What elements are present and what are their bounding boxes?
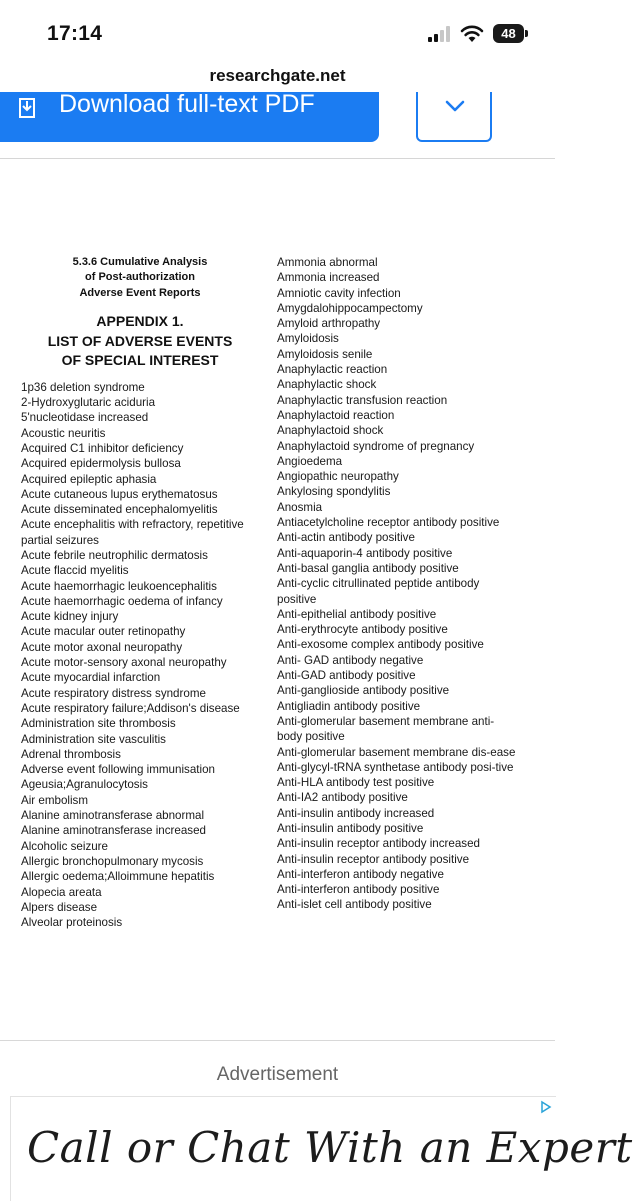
clock: 17:14: [47, 22, 103, 45]
adverse-event-item: Anti-interferon antibody positive: [277, 883, 440, 897]
adverse-event-item: Alopecia areata: [21, 885, 102, 899]
adverse-event-item: Anti-actin antibody positive: [277, 531, 415, 545]
adverse-event-item: Anaphylactoid shock: [277, 424, 384, 438]
battery-icon: 48: [493, 24, 524, 43]
section-heading-line: 5.3.6 Cumulative Analysis: [72, 256, 208, 268]
adverse-event-item: Alveolar proteinosis: [21, 916, 123, 930]
adverse-event-item: Anti-erythrocyte antibody positive: [277, 623, 448, 637]
download-icon: [18, 98, 36, 118]
adverse-event-item: Amyloid arthropathy: [277, 317, 381, 331]
appendix-title-line: OF SPECIAL INTEREST: [61, 352, 219, 369]
adverse-event-item: Alpers disease: [21, 900, 98, 914]
appendix-title-line: APPENDIX 1.: [96, 313, 184, 330]
adverse-event-item: Anti-ganglioside antibody positive: [277, 684, 450, 698]
advertisement-label: Advertisement: [216, 1064, 339, 1085]
adverse-event-list-right: [277, 255, 517, 913]
adverse-event-item: Alanine aminotransferase increased: [21, 824, 206, 838]
adverse-event-item: Alanine aminotransferase abnormal: [21, 809, 205, 823]
adverse-event-item: Anaphylactoid reaction: [277, 408, 395, 422]
section-heading: [21, 255, 259, 301]
adverse-event-item: Acute febrile neutrophilic dermatosis: [21, 548, 208, 562]
adverse-event-item: Antiacetylcholine receptor antibody positive: [277, 516, 500, 530]
adverse-event-item: Anti-glycyl-tRNA synthetase antibody posi-tive: [277, 760, 514, 774]
adverse-event-item: Ammonia increased: [277, 271, 380, 285]
adverse-event-item: Anti-epithelial antibody positive: [277, 607, 437, 621]
adverse-event-item: Anaphylactic reaction: [277, 363, 388, 377]
adverse-event-item: Acute kidney injury: [21, 610, 119, 624]
adverse-event-item: Anti-glomerular basement membrane anti-body positive: [277, 714, 495, 744]
adverse-event-item: Anti-insulin antibody increased: [277, 806, 435, 820]
appendix-title: [21, 312, 259, 371]
cellular-signal-icon: [428, 26, 454, 42]
adverse-event-item: Acute haemorrhagic leukoencephalitis: [21, 579, 217, 593]
adverse-event-item: Acute motor-sensory axonal neuropathy: [21, 656, 227, 670]
adverse-event-item: Anti-cyclic citrullinated peptide antibody positive: [277, 577, 480, 606]
adverse-event-item: Anaphylactic transfusion reaction: [277, 393, 448, 407]
adverse-event-item: Anti-exosome complex antibody positive: [277, 638, 484, 652]
adverse-event-item: Acute encephalitis with refractory, repetitive partial seizures: [21, 518, 244, 547]
adverse-event-item: Acute respiratory distress syndrome: [21, 686, 206, 700]
adverse-event-item: Ageusia;Agranulocytosis: [21, 778, 148, 792]
adverse-event-item: 2-Hydroxyglutaric aciduria: [21, 396, 156, 410]
adverse-event-item: Allergic oedema;Alloimmune hepatitis: [21, 870, 215, 884]
adverse-event-item: Anti-interferon antibody negative: [277, 867, 444, 881]
adverse-event-item: Acute disseminated encephalomyelitis: [21, 503, 218, 517]
adverse-event-item: Angioedema: [277, 454, 343, 468]
adverse-event-item: Anti-insulin antibody positive: [277, 821, 424, 835]
adverse-event-item: 1p36 deletion syndrome: [21, 380, 145, 394]
adverse-event-item: Anaphylactoid syndrome of pregnancy: [277, 439, 475, 453]
adverse-event-item: 5'nucleotidase increased: [21, 411, 149, 425]
adverse-event-item: Anti- GAD antibody negative: [277, 653, 424, 667]
adverse-event-item: Anti-aquaporin-4 antibody positive: [277, 546, 453, 560]
adverse-event-item: Anti-islet cell antibody positive: [277, 898, 432, 912]
adverse-event-item: Adverse event following immunisation: [21, 763, 215, 777]
adverse-event-item: Acute flaccid myelitis: [21, 564, 129, 578]
divider: [0, 1040, 555, 1041]
ad-choices-icon[interactable]: [540, 1101, 552, 1113]
chevron-down-icon: [445, 100, 465, 112]
status-bar: [0, 0, 555, 58]
section-heading-line: Adverse Event Reports: [79, 286, 201, 299]
adverse-event-item: Anti-glomerular basement membrane dis-ease: [277, 745, 516, 759]
document-left-column: [21, 255, 261, 930]
adverse-event-item: Acoustic neuritis: [21, 426, 106, 440]
url-display[interactable]: researchgate.net: [209, 66, 346, 85]
adverse-event-item: Administration site vasculitis: [21, 732, 166, 746]
adverse-event-item: Anti-HLA antibody test positive: [277, 776, 435, 790]
adverse-event-item: Antigliadin antibody positive: [277, 699, 421, 713]
adverse-event-item: Amyloidosis: [277, 332, 339, 346]
adverse-event-item: Anosmia: [277, 500, 323, 514]
adverse-event-item: Anti-basal ganglia antibody positive: [277, 561, 459, 575]
adverse-event-item: Anti-GAD antibody positive: [277, 669, 416, 683]
ad-banner-text[interactable]: Call or Chat With an Expert: [27, 1123, 633, 1172]
adverse-event-item: Angiopathic neuropathy: [277, 470, 399, 484]
adverse-event-item: Anti-insulin receptor antibody positive: [277, 852, 470, 866]
adverse-event-item: Acquired epileptic aphasia: [21, 472, 157, 486]
adverse-event-item: Ammonia abnormal: [277, 256, 378, 269]
adverse-event-item: Adrenal thrombosis: [21, 747, 121, 761]
adverse-event-item: Air embolism: [21, 793, 88, 807]
adverse-event-item: Ankylosing spondylitis: [277, 485, 391, 499]
adverse-event-item: Administration site thrombosis: [21, 717, 176, 731]
appendix-title-line: LIST OF ADVERSE EVENTS: [47, 332, 233, 349]
document-page: [0, 159, 555, 1040]
download-pdf-label: Download full-text PDF: [59, 90, 315, 118]
adverse-event-item: Anti-IA2 antibody positive: [277, 791, 408, 805]
document-right-column: [277, 255, 517, 913]
download-pdf-button[interactable]: [0, 92, 379, 142]
download-options-button[interactable]: [416, 92, 492, 142]
pdf-toolbar: [0, 90, 555, 159]
adverse-event-item: Acute macular outer retinopathy: [21, 625, 186, 639]
adverse-event-item: Acquired C1 inhibitor deficiency: [21, 441, 184, 455]
adverse-event-item: Allergic bronchopulmonary mycosis: [21, 854, 204, 868]
adverse-event-item: Acquired epidermolysis bullosa: [21, 457, 181, 471]
adverse-event-item: Acute respiratory failure;Addison's disease: [21, 701, 240, 715]
adverse-event-item: Anti-insulin receptor antibody increased: [277, 837, 481, 851]
adverse-event-item: Acute cutaneous lupus erythematosus: [21, 487, 218, 501]
section-heading-line: of Post-authorization: [85, 271, 195, 284]
adverse-event-item: Amniotic cavity infection: [277, 286, 401, 300]
adverse-event-item: Alcoholic seizure: [21, 839, 108, 853]
adverse-event-item: Acute haemorrhagic oedema of infancy: [21, 594, 223, 608]
adverse-event-item: Amygdalohippocampectomy: [277, 301, 423, 315]
ad-banner[interactable]: [10, 1096, 633, 1201]
adverse-event-item: Anaphylactic shock: [277, 378, 377, 392]
adverse-event-item: Acute motor axonal neuropathy: [21, 640, 183, 654]
wifi-icon: [460, 23, 484, 43]
adverse-event-item: Acute myocardial infarction: [21, 671, 161, 685]
adverse-event-item: Amyloidosis senile: [277, 347, 373, 361]
adverse-event-list-left: [21, 380, 261, 931]
